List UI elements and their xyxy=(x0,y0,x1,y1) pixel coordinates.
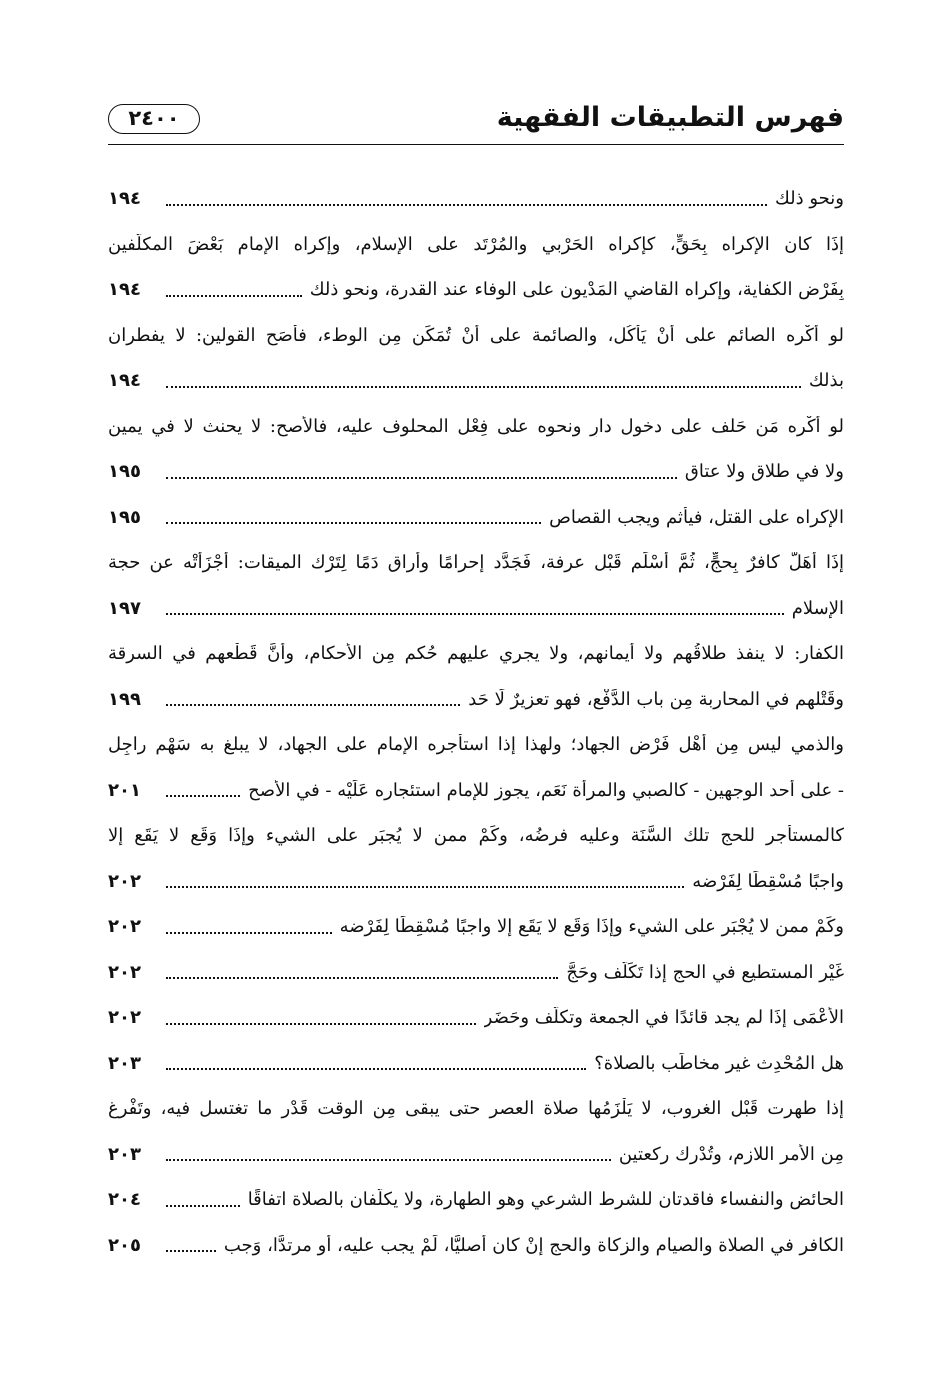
dot-leader xyxy=(166,932,332,934)
index-line xyxy=(108,1223,844,1269)
entry-text: - على أحد الوجهين - كالصبي والمرأة نَعَم، يجوز للإمام استئجاره عَلَيْه - في الأصح xyxy=(248,779,844,801)
index-line xyxy=(108,267,844,313)
entry-page-number: ٢٠٢ xyxy=(108,870,141,892)
entry-text: بِفَرْض الكفاية، وإكراه القاضي المَدْيون على الوفاء عند القدرة، ونحو ذلك xyxy=(309,279,844,301)
entry-page-number: ٢٠٣ xyxy=(108,1143,141,1165)
index-line xyxy=(108,449,844,495)
index-line xyxy=(108,540,844,586)
index-line xyxy=(108,859,844,905)
entry-page-number: ٢٠٢ xyxy=(108,1007,141,1029)
dot-leader xyxy=(166,795,240,797)
entry-page-number: ٢٠٥ xyxy=(108,1234,141,1256)
entry-page-number: ٢٠٢ xyxy=(108,961,141,983)
entry-text: وكَمْ ممن لا يُجْبَر على الشيء وإذَا وَقَع لا يَقَع إلا واجبًا مُسْقِطًا لِفَرْضه xyxy=(339,916,844,938)
index-line xyxy=(108,1041,844,1087)
entry-text: الكافر في الصلاة والصيام والزكاة والحج إنْ كان أصليًّا، لَمْ يجب عليه، أو مرتدًّا، وَجب xyxy=(223,1234,844,1256)
entry-text: ونحو ذلك xyxy=(774,188,844,210)
dot-leader xyxy=(166,613,784,615)
index-line xyxy=(108,313,844,359)
entry-text: واجبًا مُسْقِطًا لِفَرْضه xyxy=(692,870,844,892)
dot-leader xyxy=(166,886,684,888)
index-entries xyxy=(108,176,844,1268)
entry-text: إذا طهرت قَبْل الغروب، لا يَلْزَمُها صلاة العصر حتى يبقى مِن الوقت قَدْر ما تغتسل فيه، وتَفْرغ xyxy=(108,1098,844,1120)
index-line xyxy=(108,495,844,541)
entry-text: لو أُكْرِه الصائم على أنْ يَأكُل، والصائمة على أنْ تُمَكِّن مِن الوطء، فأصَح القولين: لا يفطران xyxy=(108,324,844,346)
index-line xyxy=(108,950,844,996)
entry-page-number: ١٩٤ xyxy=(108,279,141,301)
index-line xyxy=(108,995,844,1041)
entry-page-number: ١٩٤ xyxy=(108,370,141,392)
dot-leader xyxy=(166,477,677,479)
entry-text: لو أُكْرِه مَن حَلف على دخول دارٍ ونحوه على فِعْل المحلوف عليه، فالأصح: لا يحنث لا في يمين xyxy=(108,415,844,437)
page-number-badge: ٢٤٠٠ xyxy=(108,104,200,134)
entry-page-number: ١٩٤ xyxy=(108,188,141,210)
dot-leader xyxy=(166,386,801,388)
index-line xyxy=(108,722,844,768)
entry-page-number: ٢٠٣ xyxy=(108,1052,141,1074)
index-line xyxy=(108,677,844,723)
index-line xyxy=(108,1177,844,1223)
entry-page-number: ١٩٩ xyxy=(108,688,141,710)
index-line xyxy=(108,631,844,677)
entry-text: مِن الأمر اللازم، وتُدْرِك ركعتين xyxy=(618,1143,844,1165)
entry-text: الكفار: لا ينفذ طلاقُهم ولا أيمانهم، ولا يجري عليهم حُكم مِن الأحكام، وأنَّ قَطْعهم في السرقة xyxy=(108,643,844,665)
entry-page-number: ١٩٥ xyxy=(108,506,141,528)
index-line xyxy=(108,904,844,950)
entry-text: الإكراه على القتل، فيأثم ويجب القصاص xyxy=(549,506,844,528)
index-line xyxy=(108,404,844,450)
page-header xyxy=(108,96,844,148)
entry-text: كالمستأجر للحج تلك السَّنَة وعليه فرضُه، وكَمْ ممن لا يُجبَر على الشيء وإذَا وَقَع لا يَقَع إلا xyxy=(108,825,844,847)
index-line xyxy=(108,813,844,859)
dot-leader xyxy=(166,1205,240,1207)
entry-text: بذلك xyxy=(808,370,844,392)
dot-leader xyxy=(166,1159,611,1161)
running-title: فهرس التطبيقات الفقهية xyxy=(496,102,844,133)
entry-text: الأَعْمَى إذَا لم يجد قائدًا في الجمعة وتكلَّف وحَضَر xyxy=(483,1007,844,1029)
dot-leader xyxy=(166,704,460,706)
dot-leader xyxy=(166,1250,216,1252)
index-line xyxy=(108,1132,844,1178)
entry-text: إذَا كان الإكراه بِحَقٍّ، كإكراه الحَرْبي والمُرْتَد على الإسلام، وإكراه الإمام بَعْضَ المكلَّفين xyxy=(108,233,844,255)
dot-leader xyxy=(166,1023,476,1025)
entry-text: غَيْر المستطيع في الحج إذا تَكَلَّف وحَجَّ xyxy=(566,961,844,983)
entry-text: هل المُحْدِث غير مخاطَب بالصلاة؟ xyxy=(594,1052,844,1074)
dot-leader xyxy=(166,295,302,297)
entry-text: وقَتْلهم في المحاربة مِن باب الدَّفْع، فهو تعزيرٌ لَا حَد xyxy=(468,688,844,710)
entry-text: إذَا أَهَلَّ كافرٌ بِحجٍّ، ثُمَّ أَسْلَم قَبْل عرفة، فَجَدَّد إحرامًا وأراق دَمًا لِتَرْك الميقات: أَجْزَأَتْه عن حجة xyxy=(108,552,844,574)
dot-leader xyxy=(166,977,558,979)
header-divider xyxy=(108,144,844,145)
entry-text: الحائض والنفساء فاقدتان للشرط الشرعي وهو الطهارة، ولا يكلَّفان بالصلاة اتفاقًا xyxy=(247,1189,844,1211)
dot-leader xyxy=(166,522,541,524)
index-line xyxy=(108,358,844,404)
entry-text: والذمي ليس مِن أَهْل فَرْض الجهاد؛ ولهذا إذا استأجره الإمام على الجهاد، لا يبلغ به سَهْم راجِل xyxy=(108,734,844,756)
entry-page-number: ٢٠٢ xyxy=(108,916,141,938)
entry-text: الإسلام xyxy=(791,597,844,619)
index-line xyxy=(108,222,844,268)
entry-page-number: ٢٠٤ xyxy=(108,1189,141,1211)
index-line xyxy=(108,176,844,222)
entry-page-number: ١٩٥ xyxy=(108,461,141,483)
entry-page-number: ١٩٧ xyxy=(108,597,141,619)
dot-leader xyxy=(166,204,767,206)
index-line xyxy=(108,586,844,632)
dot-leader xyxy=(166,1068,586,1070)
entry-text: ولا في طلاق ولا عتاق xyxy=(684,461,844,483)
index-line xyxy=(108,768,844,814)
index-line xyxy=(108,1086,844,1132)
entry-page-number: ٢٠١ xyxy=(108,779,141,801)
